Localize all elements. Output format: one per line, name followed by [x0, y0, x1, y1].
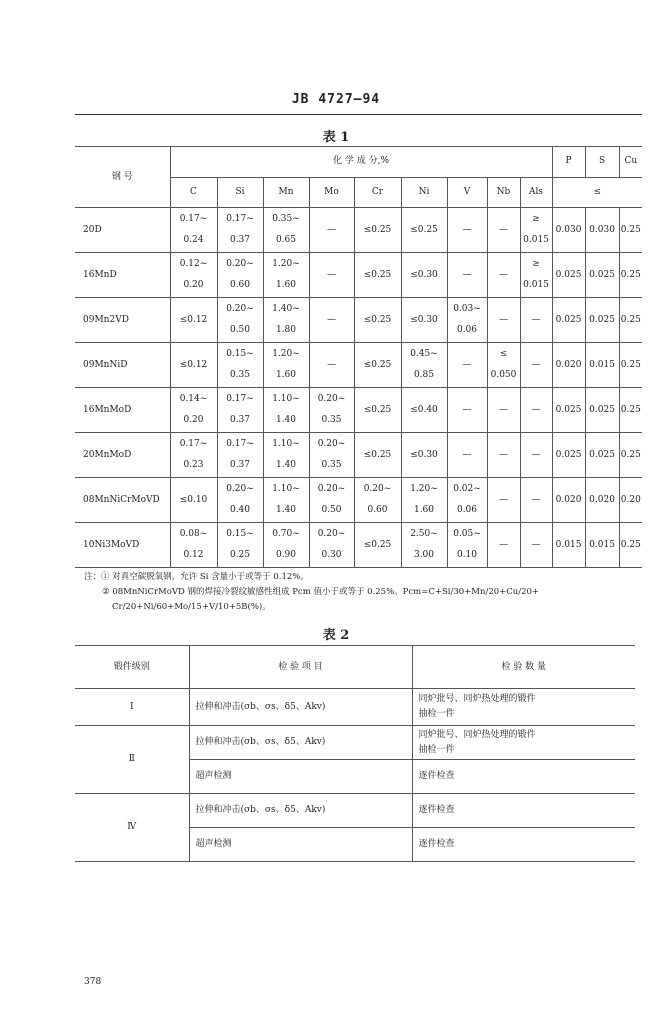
- composition-cell: [585, 253, 619, 298]
- composition-cell: [585, 388, 619, 433]
- composition-cell: [552, 388, 585, 433]
- composition-cell: [263, 253, 309, 298]
- composition-cell: [170, 433, 217, 478]
- table-row: [75, 523, 642, 568]
- cell-value: 0.025: [589, 404, 615, 415]
- composition-cell: [487, 343, 520, 388]
- quantity-line: 逐件检查: [418, 771, 455, 781]
- cell-value: 0.37: [229, 415, 251, 425]
- cell-value: ≤0.12: [179, 359, 208, 370]
- steel-grade: 20MnMoD: [75, 433, 170, 478]
- cell-value: 0.10: [456, 550, 478, 560]
- cell-value: 0.17~: [179, 439, 208, 449]
- cell-value: —: [499, 404, 508, 415]
- cell-value: 0.17~: [226, 394, 254, 404]
- composition-cell: [552, 298, 585, 343]
- composition-cell: [309, 343, 354, 388]
- table-row: [75, 433, 642, 478]
- quantity-line: 同炉批号、同炉热处理的锻件: [418, 694, 536, 704]
- cell-value: 1.10~: [272, 394, 300, 404]
- quantity-line: 抽检一件: [418, 709, 455, 719]
- cell-value: ≤0.12: [179, 314, 208, 325]
- inspection-item: 拉伸和冲击(σb、σs、δ5、Akv): [189, 726, 412, 760]
- cell-value: —: [499, 224, 508, 235]
- column-header-mo: Mo: [309, 177, 354, 208]
- cell-value: 0.60: [367, 505, 388, 515]
- composition-cell: [619, 388, 642, 433]
- cell-value: 0.02~: [453, 484, 481, 494]
- cell-value: 0.05~: [453, 529, 481, 539]
- composition-cell: [217, 523, 263, 568]
- composition-cell: [309, 433, 354, 478]
- inspection-quantity: [412, 794, 635, 828]
- cell-value: —: [462, 269, 472, 280]
- cell-value: 0.35: [229, 370, 251, 380]
- cell-value: ≤: [499, 349, 508, 359]
- cell-value: 0.90: [275, 550, 297, 560]
- composition-cell: [487, 298, 520, 343]
- cell-value: 1.60: [275, 370, 297, 380]
- composition-cell: [487, 388, 520, 433]
- inspection-item: 拉伸和冲击(σb、σs、δ5、Akv): [189, 794, 412, 828]
- composition-cell: [170, 253, 217, 298]
- composition-cell: [263, 343, 309, 388]
- cell-value: 3.00: [413, 550, 435, 560]
- composition-cell: [447, 433, 487, 478]
- composition-group-header: 化 学 成 分,%: [170, 147, 552, 178]
- cell-value: 0.015: [555, 539, 582, 550]
- steel-grade: 20D: [75, 208, 170, 253]
- cell-value: 0.25: [620, 269, 641, 280]
- composition-cell: [552, 433, 585, 478]
- steel-grade: 08MnNiCrMoVD: [75, 478, 170, 523]
- composition-cell: [217, 253, 263, 298]
- cell-value: 0.37: [229, 235, 251, 245]
- cell-value: 0.025: [589, 449, 615, 460]
- cell-value: 0.015: [523, 235, 549, 245]
- inspection-quantity: [412, 689, 635, 726]
- composition-cell: [585, 208, 619, 253]
- composition-cell: [217, 388, 263, 433]
- cell-value: 0.17~: [226, 214, 254, 224]
- cell-value: 0.23: [183, 460, 204, 470]
- composition-cell: [447, 523, 487, 568]
- table1-notes: [84, 570, 644, 615]
- composition-cell: [487, 208, 520, 253]
- header-row: [75, 147, 642, 178]
- steel-grade: 16MnD: [75, 253, 170, 298]
- cell-value: —: [531, 314, 541, 325]
- composition-cell: [354, 478, 401, 523]
- cell-value: 0.25: [229, 550, 251, 560]
- cell-value: —: [531, 449, 541, 460]
- composition-cell: [217, 478, 263, 523]
- table1-caption: 表 1: [322, 130, 350, 145]
- cell-value: —: [327, 269, 336, 280]
- quantity-line: 逐件检查: [418, 805, 455, 815]
- column-header: 检 验 数 量: [412, 646, 635, 689]
- cell-value: 0.12: [183, 550, 204, 560]
- table-row: [75, 388, 642, 433]
- quantity-line: 逐件检查: [418, 839, 455, 849]
- cell-value: ≤0.10: [179, 494, 208, 505]
- composition-cell: [619, 208, 642, 253]
- composition-cell: [520, 523, 552, 568]
- header-rule: [75, 114, 642, 115]
- steel-grade: 09Mn2VD: [75, 298, 170, 343]
- cell-value: 0.35~: [272, 214, 300, 224]
- cell-value: 0.030: [555, 224, 582, 235]
- note-2-continued: Cr/20+Ni/60+Mo/15+V/10+5B(%)。: [112, 602, 271, 612]
- table-row: [75, 478, 642, 523]
- composition-cell: [401, 298, 447, 343]
- table-row: [75, 794, 635, 828]
- composition-cell: [520, 208, 552, 253]
- cell-value: 0.030: [589, 224, 615, 235]
- cell-value: 0.25: [620, 404, 641, 415]
- composition-cell: [309, 208, 354, 253]
- cell-value: 0.025: [555, 269, 582, 280]
- composition-cell: [585, 298, 619, 343]
- cell-value: —: [327, 314, 336, 325]
- cell-value: 1.40: [275, 460, 297, 470]
- composition-cell: [217, 208, 263, 253]
- cell-value: 1.40: [275, 505, 297, 515]
- cell-value: ≥: [532, 214, 540, 224]
- composition-cell: [552, 208, 585, 253]
- cell-value: 0.25: [620, 449, 641, 460]
- composition-cell: [552, 343, 585, 388]
- composition-cell: [170, 298, 217, 343]
- composition-cell: [170, 343, 217, 388]
- cell-value: 0.08~: [179, 529, 208, 539]
- cell-value: 0.020: [555, 494, 582, 505]
- composition-cell: [401, 478, 447, 523]
- composition-cell: [520, 253, 552, 298]
- inspection-quantity: [412, 726, 635, 760]
- cell-value: 1.20~: [272, 259, 300, 269]
- composition-cell: [619, 343, 642, 388]
- cell-value: 0.025: [589, 269, 615, 280]
- cell-value: 0.12~: [179, 259, 208, 269]
- table-row: [75, 253, 642, 298]
- cell-value: 0.020: [555, 359, 582, 370]
- cell-value: 0.20~: [317, 484, 346, 494]
- forging-level: Ⅰ: [75, 689, 189, 726]
- composition-cell: [487, 253, 520, 298]
- composition-cell: [354, 388, 401, 433]
- cell-value: 1.40~: [272, 304, 300, 314]
- composition-cell: [309, 523, 354, 568]
- composition-cell: [520, 388, 552, 433]
- cell-value: 0.17~: [179, 214, 208, 224]
- cell-value: 0.020: [589, 494, 615, 505]
- cell-value: ≥: [532, 259, 540, 269]
- cell-value: —: [531, 404, 541, 415]
- cell-value: 0.25: [620, 359, 641, 370]
- column-header-s: S: [585, 147, 619, 178]
- composition-cell: [447, 478, 487, 523]
- composition-cell: [447, 253, 487, 298]
- quantity-line: 同炉批号、同炉热处理的锻件: [418, 729, 536, 740]
- composition-cell: [619, 298, 642, 343]
- cell-value: ≤0.25: [363, 224, 392, 235]
- composition-cell: [447, 208, 487, 253]
- cell-value: 0.24: [183, 235, 204, 245]
- inspection-table: [75, 645, 635, 862]
- cell-value: 0.015: [589, 539, 615, 550]
- composition-cell: [401, 208, 447, 253]
- composition-cell: [447, 298, 487, 343]
- composition-cell: [487, 523, 520, 568]
- cell-value: 0.025: [589, 314, 615, 325]
- column-header-mn: Mn: [263, 177, 309, 208]
- composition-cell: [552, 478, 585, 523]
- composition-cell: [487, 433, 520, 478]
- cell-value: ≤0.30: [410, 269, 438, 280]
- cell-value: —: [462, 449, 472, 460]
- table-row: [75, 343, 642, 388]
- cell-value: —: [499, 449, 508, 460]
- cell-value: 1.20~: [410, 484, 438, 494]
- cell-value: 1.10~: [272, 484, 300, 494]
- page-number: 378: [84, 977, 102, 987]
- cell-value: 0.17~: [226, 439, 254, 449]
- cell-value: 0.25: [620, 314, 641, 325]
- composition-cell: [217, 298, 263, 343]
- column-header-als: Als: [520, 177, 552, 208]
- composition-cell: [552, 523, 585, 568]
- cell-value: ≤0.40: [410, 404, 438, 415]
- cell-value: 2.50~: [410, 529, 438, 539]
- column-header: 检 验 项 目: [189, 646, 412, 689]
- composition-cell: [552, 253, 585, 298]
- cell-value: ≤0.30: [410, 314, 438, 325]
- cell-value: 0.025: [555, 404, 582, 415]
- forging-level: Ⅱ: [75, 726, 189, 794]
- inspection-item: 超声检测: [189, 760, 412, 794]
- composition-cell: [354, 298, 401, 343]
- steel-grade: 16MnMoD: [75, 388, 170, 433]
- table-row: [75, 726, 635, 760]
- composition-cell: [401, 253, 447, 298]
- forging-level: Ⅳ: [75, 794, 189, 862]
- cell-value: —: [499, 494, 508, 505]
- composition-cell: [170, 388, 217, 433]
- composition-cell: [263, 523, 309, 568]
- cell-value: 0.14~: [179, 394, 208, 404]
- cell-value: 0.20~: [226, 484, 254, 494]
- cell-value: 0.025: [555, 314, 582, 325]
- inspection-item: 拉伸和冲击(σb、σs、δ5、Akv): [189, 689, 412, 726]
- table-row: [75, 208, 642, 253]
- composition-cell: [520, 478, 552, 523]
- composition-cell: [585, 478, 619, 523]
- cell-value: 0.15~: [226, 529, 254, 539]
- composition-cell: [619, 523, 642, 568]
- column-header-c: C: [170, 177, 217, 208]
- cell-value: 0.50: [321, 505, 342, 515]
- cell-value: —: [531, 494, 541, 505]
- cell-value: 0.20~: [226, 304, 254, 314]
- composition-cell: [217, 343, 263, 388]
- document-code: JB 4727—94: [291, 92, 381, 107]
- header-row: [75, 646, 635, 689]
- cell-value: 1.10~: [272, 439, 300, 449]
- column-header-ni: Ni: [401, 177, 447, 208]
- cell-value: 0.20~: [363, 484, 392, 494]
- steel-grade: 10Ni3MoVD: [75, 523, 170, 568]
- cell-value: —: [462, 404, 472, 415]
- cell-value: ≤0.25: [410, 224, 438, 235]
- quantity-line: 抽检一件: [418, 744, 455, 755]
- cell-value: 1.60: [275, 280, 297, 290]
- cell-value: 0.20~: [317, 394, 346, 404]
- composition-cell: [263, 388, 309, 433]
- cell-value: 0.20~: [317, 529, 346, 539]
- column-header-p: P: [552, 147, 585, 178]
- le-symbol: ≤: [552, 177, 642, 208]
- cell-value: —: [327, 224, 336, 235]
- composition-cell: [263, 478, 309, 523]
- cell-value: —: [499, 269, 508, 280]
- cell-value: 0.025: [555, 449, 582, 460]
- composition-cell: [309, 388, 354, 433]
- cell-value: 0.37: [229, 460, 251, 470]
- composition-cell: [170, 478, 217, 523]
- cell-value: —: [531, 539, 541, 550]
- cell-value: 0.25: [620, 224, 641, 235]
- column-header: 锻件级别: [75, 646, 189, 689]
- cell-value: ≤0.25: [363, 359, 392, 370]
- table-row: [75, 298, 642, 343]
- column-header-v: V: [447, 177, 487, 208]
- column-header-nb: Nb: [487, 177, 520, 208]
- inspection-item: 超声检测: [189, 828, 412, 862]
- inspection-quantity: [412, 828, 635, 862]
- composition-cell: [354, 433, 401, 478]
- cell-value: 0.85: [413, 370, 435, 380]
- composition-cell: [520, 298, 552, 343]
- inspection-quantity: [412, 760, 635, 794]
- cell-value: 0.30: [321, 550, 342, 560]
- cell-value: ≤0.25: [363, 539, 392, 550]
- cell-value: 0.20: [183, 415, 204, 425]
- cell-value: 0.45~: [410, 349, 438, 359]
- cell-value: —: [499, 539, 508, 550]
- cell-value: 0.20: [183, 280, 204, 290]
- column-header-si: Si: [217, 177, 263, 208]
- cell-value: ≤0.25: [363, 314, 392, 325]
- cell-value: 0.015: [589, 359, 615, 370]
- cell-value: 0.15~: [226, 349, 254, 359]
- note-2: ② 08MnNiCrMoVD 钢的焊接冷裂纹敏感性组成 Pcm 值小于或等于 0.25%。Pcm=C+Si/30+Mn/20+Cu/20+: [102, 587, 540, 597]
- cell-value: 0.35: [321, 460, 342, 470]
- cell-value: 1.40: [275, 415, 297, 425]
- composition-cell: [263, 433, 309, 478]
- table2-caption: 表 2: [322, 628, 350, 643]
- cell-value: 0.65: [275, 235, 297, 245]
- composition-cell: [354, 343, 401, 388]
- composition-cell: [447, 343, 487, 388]
- composition-cell: [401, 343, 447, 388]
- composition-cell: [263, 208, 309, 253]
- composition-cell: [401, 433, 447, 478]
- cell-value: 0.06: [456, 325, 478, 335]
- composition-cell: [585, 343, 619, 388]
- cell-value: 1.20~: [272, 349, 300, 359]
- composition-cell: [309, 478, 354, 523]
- composition-cell: [401, 388, 447, 433]
- composition-cell: [354, 523, 401, 568]
- composition-cell: [354, 208, 401, 253]
- composition-cell: [309, 253, 354, 298]
- composition-cell: [619, 253, 642, 298]
- cell-value: 0.050: [490, 370, 517, 380]
- cell-value: 0.35: [321, 415, 342, 425]
- cell-value: 0.25: [620, 539, 641, 550]
- cell-value: 0.40: [229, 505, 251, 515]
- cell-value: ≤0.25: [363, 449, 392, 460]
- cell-value: 0.60: [229, 280, 251, 290]
- composition-cell: [585, 523, 619, 568]
- cell-value: 0.20~: [317, 439, 346, 449]
- composition-cell: [619, 478, 642, 523]
- cell-value: 0.015: [523, 280, 549, 290]
- steel-header: 钢 号: [75, 147, 170, 208]
- cell-value: 0.70~: [272, 529, 300, 539]
- cell-value: ≤0.25: [363, 269, 392, 280]
- cell-value: 0.06: [456, 505, 478, 515]
- composition-cell: [487, 478, 520, 523]
- cell-value: 0.50: [229, 325, 251, 335]
- cell-value: 0.20~: [226, 259, 254, 269]
- chemical-composition-table: [75, 146, 642, 568]
- cell-value: ≤0.30: [410, 449, 438, 460]
- table-row: [75, 689, 635, 726]
- steel-grade: 09MnNiD: [75, 343, 170, 388]
- composition-cell: [170, 523, 217, 568]
- note-1: 注：① 对真空碳脱氧钢，允许 Si 含量小于或等于 0.12%。: [84, 572, 309, 582]
- composition-cell: [585, 433, 619, 478]
- composition-cell: [447, 388, 487, 433]
- cell-value: —: [327, 359, 336, 370]
- cell-value: —: [462, 359, 472, 370]
- column-header-cr: Cr: [354, 177, 401, 208]
- composition-cell: [520, 343, 552, 388]
- cell-value: —: [499, 314, 508, 325]
- composition-cell: [170, 208, 217, 253]
- composition-cell: [354, 253, 401, 298]
- column-header-cu: Cu: [619, 147, 642, 178]
- cell-value: —: [462, 224, 472, 235]
- composition-cell: [217, 433, 263, 478]
- cell-value: 1.60: [413, 505, 435, 515]
- cell-value: —: [531, 359, 541, 370]
- cell-value: 1.80: [275, 325, 297, 335]
- cell-value: 0.03~: [453, 304, 481, 314]
- cell-value: 0.20: [620, 494, 641, 505]
- composition-cell: [520, 433, 552, 478]
- cell-value: ≤0.25: [363, 404, 392, 415]
- composition-cell: [263, 298, 309, 343]
- composition-cell: [401, 523, 447, 568]
- composition-cell: [309, 298, 354, 343]
- composition-cell: [619, 433, 642, 478]
